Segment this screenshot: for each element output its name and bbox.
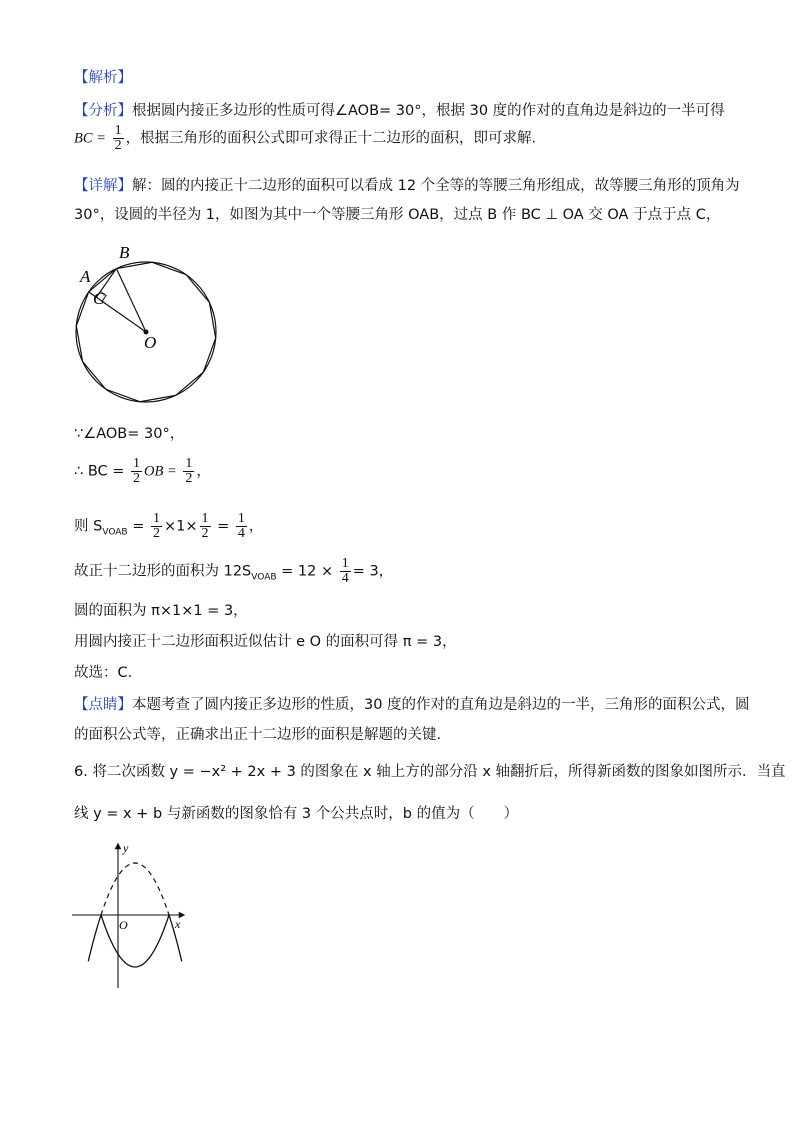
figure-dodecagon	[66, 238, 236, 408]
segment-OB	[116, 269, 146, 332]
detail-label: 【详解】	[74, 178, 132, 194]
step-2-mid: OB =	[144, 463, 177, 480]
step-5: 圆的面积为 π×1×1 = 3，	[74, 603, 248, 619]
step-2	[74, 457, 211, 486]
analysis-line-2	[74, 124, 536, 153]
step-6: 用圆内接正十二边形面积近似估计 e O 的面积可得 π = 3，	[74, 634, 457, 650]
section-title: 【解析】	[74, 70, 132, 86]
step-2-prefix: ∴ BC =	[74, 463, 125, 480]
step-4-prefix: 故正十二边形的面积为 12S	[74, 563, 252, 580]
step-1: ∵∠AOB= 30°，	[74, 426, 185, 442]
axis-label-x: x	[175, 917, 181, 931]
frac-num: 1	[152, 511, 160, 526]
axis-label-y: y	[123, 841, 129, 855]
fraction-quarter-a	[236, 512, 247, 541]
step-3-mid2: ×1×	[163, 518, 198, 535]
origin-label-O: O	[119, 918, 128, 932]
analysis-label: 【分析】	[74, 103, 132, 119]
step-3	[74, 512, 263, 541]
label-A: A	[80, 267, 91, 286]
frac-num: 1	[201, 511, 209, 526]
frac-num: 1	[114, 123, 122, 138]
label-O: O	[144, 333, 157, 352]
fraction-half	[113, 124, 124, 153]
analysis-text-1: 根据圆内接正多边形的性质可得∠AOB= 30°，根据 30 度的作对的直角边是斜边的一半可得	[132, 103, 725, 119]
question6-line-1: 6. 将二次函数 y = −x² + 2x + 3 的图象在 x 轴上方的部分沿 x 轴翻折后，所得新函数的图象如图所示．当直	[74, 764, 786, 780]
step-3-eq1: =	[132, 518, 145, 535]
fraction-half-d	[200, 512, 211, 541]
figure-parabola	[66, 838, 196, 998]
parabola-left-branch	[88, 915, 101, 961]
comment-text-1: 本题考查了圆内接正多边形的性质，30 度的作对的直角边是斜边的一半，三角形的面积公式，圆	[132, 697, 750, 713]
comment-line-1	[74, 693, 750, 714]
step-4-mid: = 12 ×	[281, 563, 334, 580]
frac-den: 4	[237, 526, 245, 541]
label-C: C	[93, 289, 105, 308]
step-7: 故选：C.	[74, 665, 133, 681]
comment-label: 【点睛】	[74, 697, 132, 713]
detail-line-2: 30°，设圆的半径为 1，如图为其中一个等腰三角形 OAB，过点 B 作 BC ⊥ OA 交 OA 于点于点 C，	[74, 207, 721, 223]
analysis-text-2: ，根据三角形的面积公式即可求得正十二边形的面积，即可求解.	[125, 130, 537, 147]
frac-den: 4	[341, 571, 349, 586]
frac-den: 2	[114, 138, 122, 153]
frac-num: 1	[185, 456, 193, 471]
frac-num: 1	[133, 456, 141, 471]
step-3-sub: VOAB	[102, 527, 128, 538]
step-4-end: = 3，	[352, 563, 394, 580]
step-2-end: ，	[196, 463, 211, 480]
step-3-end: ，	[248, 518, 264, 535]
frac-den: 2	[185, 471, 193, 486]
comment-line-2: 的面积公式等，正确求出正十二边形的面积是解题的关键.	[74, 727, 442, 743]
step-3-eq2: =	[217, 518, 230, 535]
fraction-half-a	[131, 457, 142, 486]
fraction-quarter-b	[340, 557, 351, 586]
question6-line-2: 线 y = x + b 与新函数的图象恰有 3 个公共点时，b 的值为（ ）	[74, 806, 519, 822]
parabola-dashed-upper	[101, 863, 169, 915]
label-B: B	[119, 243, 130, 262]
fraction-half-b	[183, 457, 194, 486]
bc-eq: BC =	[74, 130, 106, 147]
frac-den: 2	[201, 526, 209, 541]
step-3-prefix: 则 S	[74, 518, 103, 535]
fraction-half-c	[151, 512, 162, 541]
frac-num: 1	[237, 511, 245, 526]
detail-text-1: 解：圆的内接正十二边形的面积可以看成 12 个全等的等腰三角形组成，故等腰三角形的顶角为	[132, 178, 740, 194]
detail-line-1	[74, 174, 740, 195]
frac-num: 1	[341, 556, 349, 571]
analysis-line-1	[74, 99, 725, 120]
step-4-sub: VOAB	[251, 572, 277, 583]
frac-den: 2	[152, 526, 160, 541]
parabola-folded-lower	[101, 915, 169, 967]
step-4	[74, 557, 393, 586]
frac-den: 2	[133, 471, 141, 486]
